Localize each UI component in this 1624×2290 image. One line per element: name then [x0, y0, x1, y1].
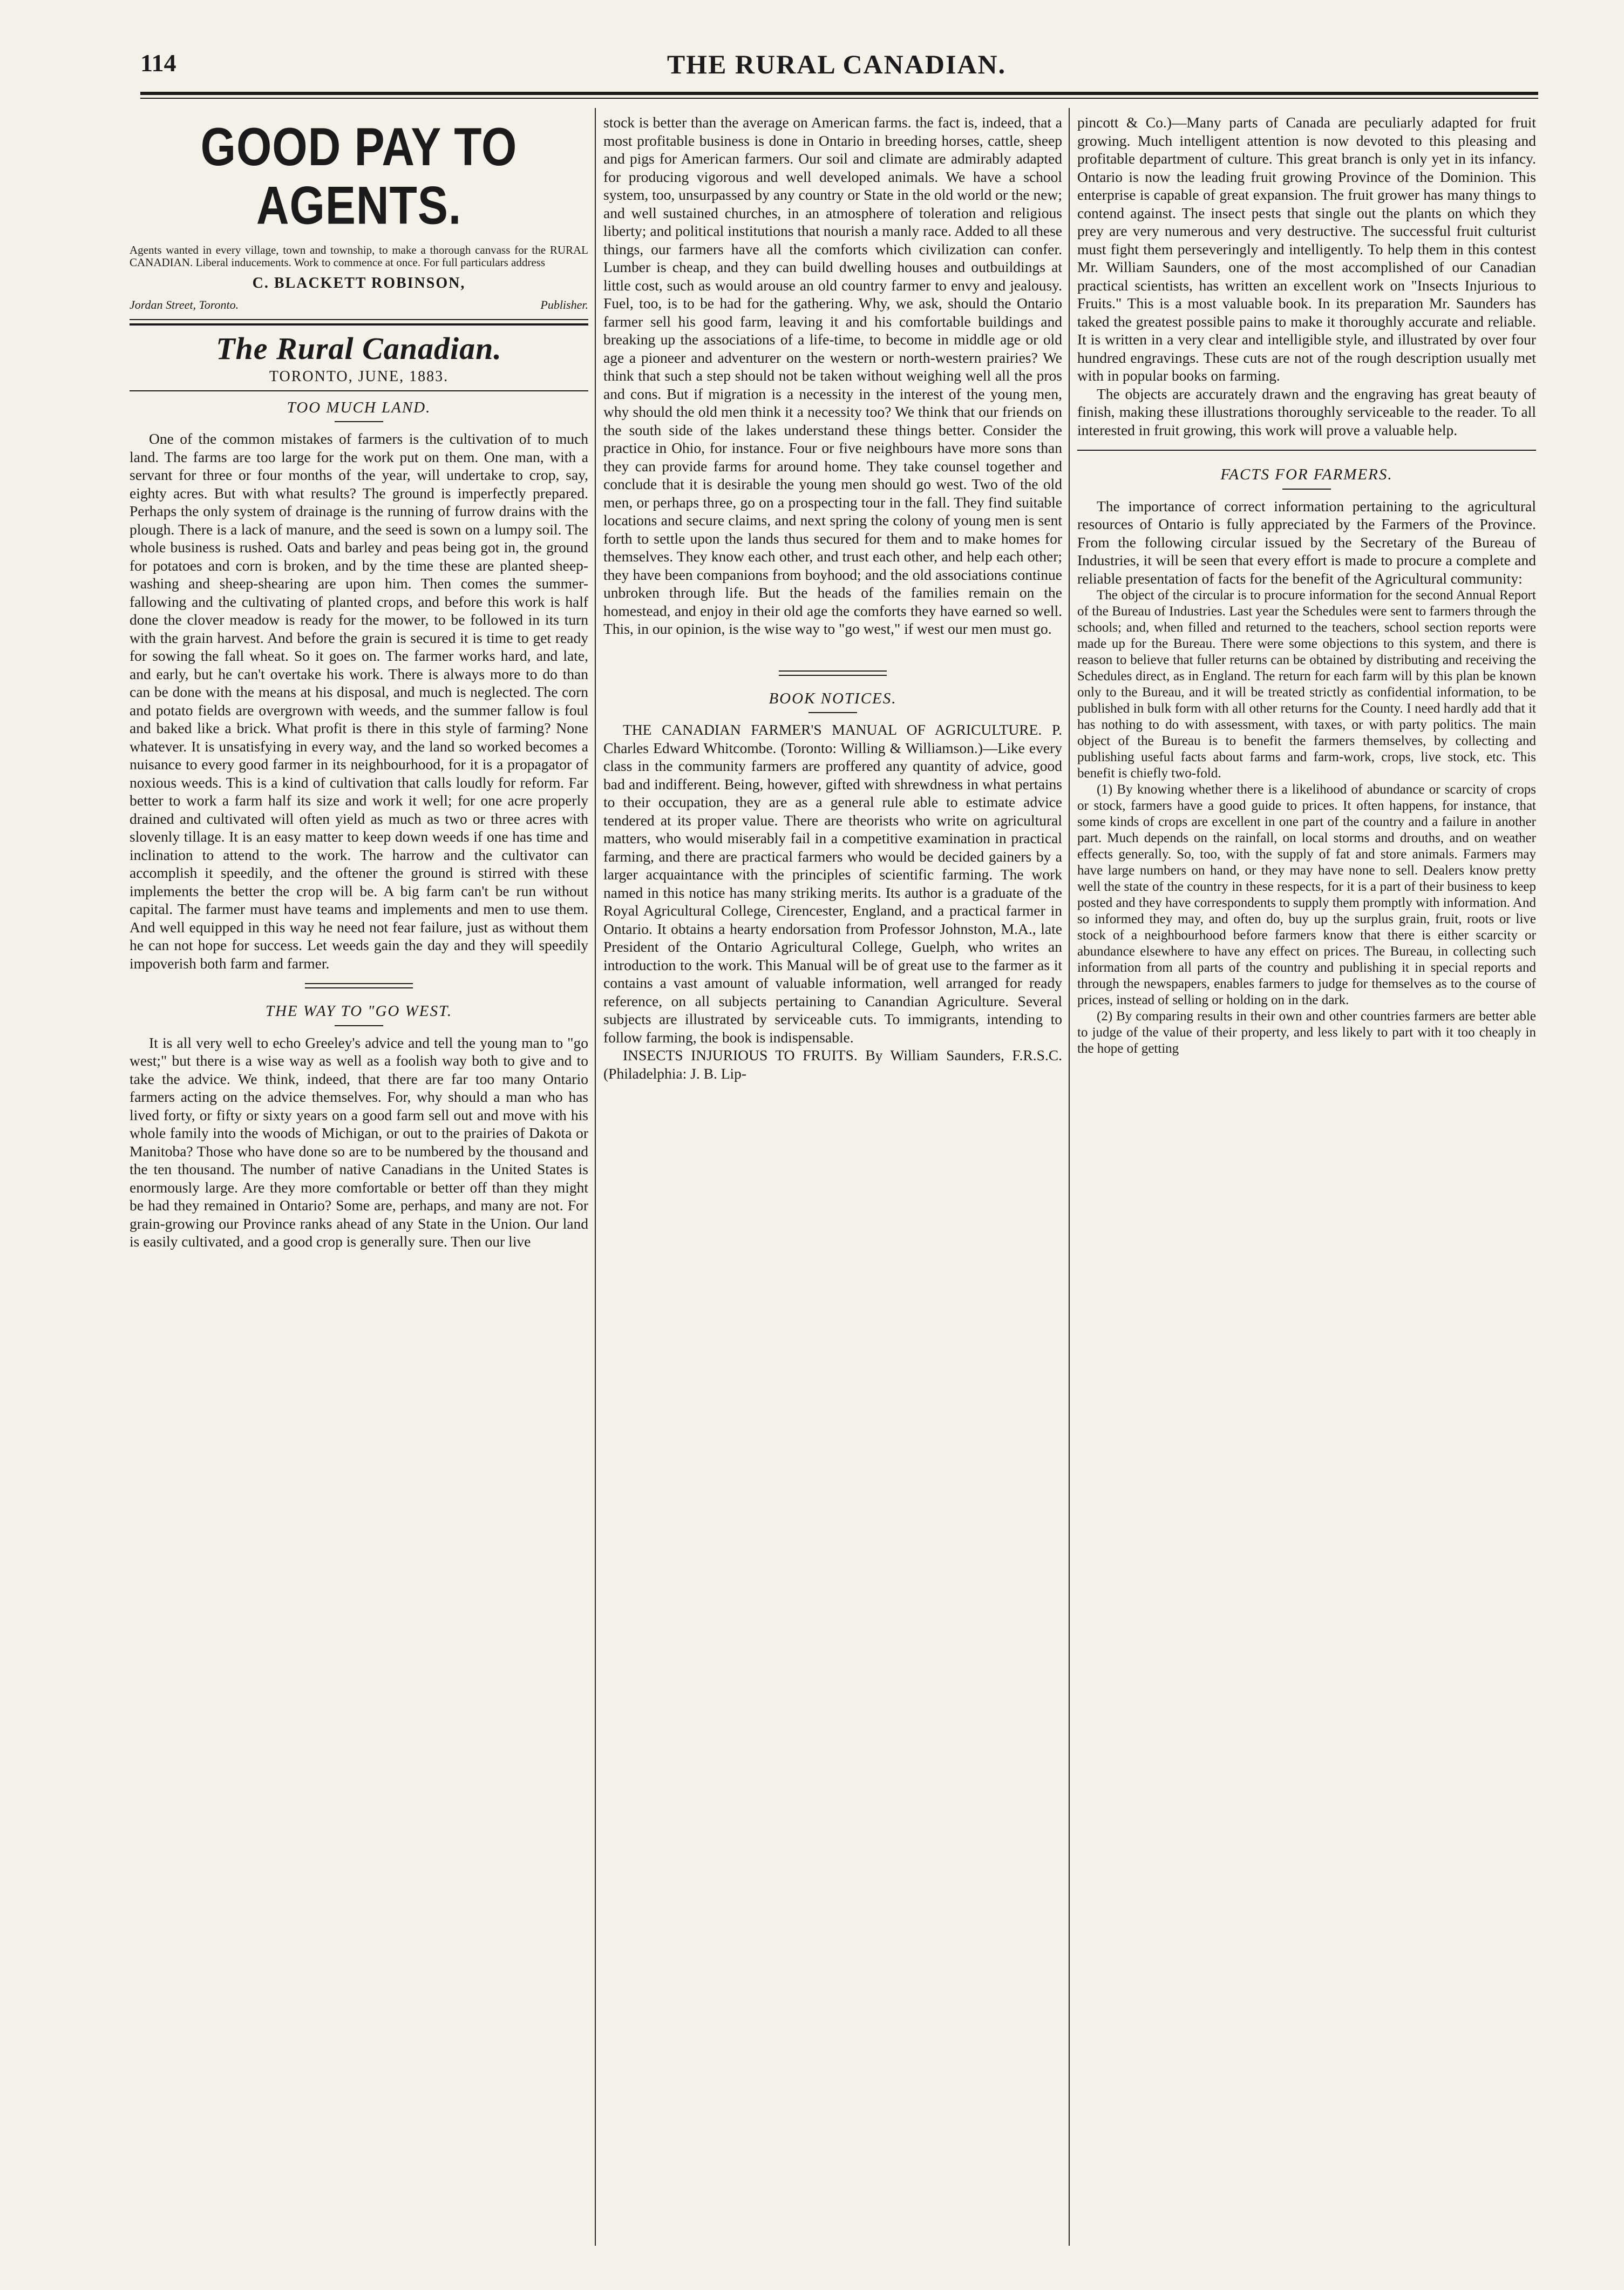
dateline: TORONTO, JUNE, 1883. — [269, 368, 449, 385]
article-heading: FACTS FOR FARMERS. — [1220, 466, 1393, 483]
book-notice-paragraph: pincott & Co.)—Many parts of Canada are peculiarly adapted for fruit growing. Much intelligent attention is now devoted to this pleasing and profitable department of culture. This great branch is only yet in its infancy. Ontario is now the leading fruit growing Province of the Dominion. This enterprise is capable of great expansion. The fruit grower has many things to contend against. The insect pests that single out the plants on which they prey are very numerous and very destructive. The successful fruit culturist must fight them perseveringly and intelligently. To help them in this contest Mr. William Saunders, one of the most accomplished of our Canadian practical scientists, has written an excellent work on "Insects Injurious to Fruits." This is a most valuable book. In its preparation Mr. Saunders has taked the greatest possible pains to make it thoroughly accurate and reliable. It is written in a very clear and intelligible style, and illustrated by over four hundred engravings. These cuts are not of the rough description usually met with in popular books on farming. — [1077, 114, 1536, 384]
section-rule — [1077, 450, 1536, 452]
book-notice-paragraph: THE CANADIAN FARMER'S MANUAL OF AGRICULTURE. P. Charles Edward Whitcombe. (Toronto: Willing & Williamson.)—Like every class in the community farmers are proffered any quantity of advice, good bad and indifferent. Being, however, gifted with shrewdness in what pertains to their occupation, they are as a general rule able to estimate advice tendered at its proper value. There are theorists who write on agricultural matters, who would miserably fail in a competitive examination in practical farming, and there are practical farmers who would be decided gainers by a larger acquaintance with the principles of scientific farming. The work named in this notice has many striking merits. Its author is a graduate of the Royal Agricultural College, Cirencester, England, and a practical farmer in Ontario. It obtains a hearty endorsation from Professor Johnston, M.A., late President of the Ontario Agricultural College, Guelph, who writes an introduction to the work. This Manual will be of great use to the farmer as it contains a vast amount of valuable information, well arranged for ready reference, on all subjects pertaining to Canandian Agriculture. Several subjects are illustrated by serviceable cuts. To immigrants, intending to follow farming, the book is indispensable. — [603, 721, 1062, 1046]
article-paragraph: The importance of correct information pertaining to the agricultural resources of Ontario is fully appreciated by the Farmers of the Province. From the following circular issued by the Secretary of the Bureau of Industries, it will be seen that every effort is made to procure a complete and reliable presentation of facts for the benefit of the Agricultural community: — [1077, 497, 1536, 587]
ad-rule — [130, 319, 588, 326]
column-1 — [130, 113, 588, 2246]
paper-name: The Rural Canadian. — [216, 331, 502, 366]
article-end-rule — [305, 983, 413, 988]
article-heading: TOO MUCH LAND. — [287, 398, 431, 416]
page-header — [124, 49, 1549, 81]
masthead: THE RURAL CANADIAN. — [667, 49, 1007, 79]
article-heading: BOOK NOTICES. — [769, 689, 897, 707]
ad-title: GOOD PAY TO AGENTS. — [200, 117, 518, 235]
short-rule — [335, 421, 383, 422]
divider — [130, 390, 588, 391]
short-rule — [335, 1025, 383, 1026]
book-notice-paragraph: INSECTS INJURIOUS TO FRUITS. By William Saunders, F.R.S.C. (Philadelphia: J. B. Lip- — [603, 1047, 1062, 1082]
header-rule-thin — [140, 98, 1538, 99]
ad-body: Agents wanted in every village, town and township, to make a thorough canvass for the RURAL CANADIAN. Liberal inducements. Work to commence at once. For full particulars address — [130, 243, 588, 269]
article-paragraph: It is all very well to echo Greeley's advice and tell the young man to "go west;" but there is a wise way as well as a foolish way both to give and to take the advice. We think, indeed, that there are far too many Ontario farmers acting on the advice themselves. For, why should a man who has lived forty, or fifty or sixty years on a good farm sell out and move with his whole family into the woods of Michigan, or out to the prairies of Dakota or Manitoba? Those who have done so are to be numbered by the thousand and the ten thousand. The number of native Canadians in the United States is enormously large. Are they more comfortable or better off than they might be had they remained in Ontario? Some are, perhaps, and many are not. For grain-growing our Province ranks ahead of any State in the Union. Our land is easily cultivated, and a good crop is generally sure. Then our live — [130, 1034, 588, 1250]
circular-paragraph: (2) By comparing results in their own and other countries farmers are better able to judge of the value of their property, and less likely to part with it too cheaply in the hope of getting — [1077, 1009, 1536, 1056]
header-rule — [140, 92, 1538, 95]
circular-paragraph: The object of the circular is to procure information for the second Annual Report of the Bureau of Industries. Last year the Schedules were sent to farmers through the schools; and, when filled and returned to the teachers, school section reports were made up for the Bureau. There were some objections to this system, and there is reason to believe that fuller returns can be obtained by distributing and receiving the Schedules direct, as in England. The return for each farm will by this plan be known only to the Bureau, and it will be treated strictly as confidential information, to be published in bulk form with all other returns for the County. I need hardly add that it has nothing to do with assessment, with taxes, or with party politics. The main object of the Bureau is to benefit the farmers themselves, by collecting and publishing useful facts about farms and farm-work, crops, live stock, etc. This benefit is chiefly two-fold. — [1077, 588, 1536, 781]
article-heading: THE WAY TO "GO WEST. — [265, 1002, 453, 1020]
article-paragraph: One of the common mistakes of farmers is the cultivation of to much land. The farms are too large for the work put on them. One man, with a servant for three or four months of the year, will undertake to crop, say, eighty acres. But with what results? The ground is imperfectly prepared. Perhaps the only system of drainage is the running of furrow drains with the plough. There is a lack of manure, and the seed is sown on a lumpy soil. The whole business is rushed. Oats and barley and peas being got in, the ground for potatoes and corn is broken, and by the time these are planted sheep-washing and sheep-shearing are upon him. Then comes the summer-fallowing and the cultivating of planted crops, and before this work is half done the clover meadow is ready for the mower, to be followed in its turn with the grain harvest. And before the grain is secured it is time to get ready for sowing the fall wheat. So it goes on. The farmer works hard, and late, and early, but he can't overtake his work. There is always more to do than can be done with the means at his disposal, and much is neglected. The corn and potato fields are overgrown with weeds, and the summer fallow is foul and baked like a brick. What profit is there in this style of farming? None whatever. It is unsatisfying in every way, and the land so worked becomes a nuisance to every good farmer in its neighbourhood, for it is a propagator of noxious weeds. This is a kind of cultivation that calls loudly for reform. Far better to work a farm half its size and work it well; for one acre properly drained and cultivated will often yield as much as two or three acres with slovenly tillage. It is an easy matter to keep down weeds if one has time and inclination to attend to the work. The harrow and the cultivator can accomplish it speedily, and the oftener the ground is stirred with these implements the better the crop will be. A big farm can't be run without capital. The farmer must have teams and implements and men to use them. And well equipped in this way he need not fear failure, just as without them he can not hope for success. Let weeds gain the day and they will speedily impoverish both farm and farmer. — [130, 430, 588, 972]
page-number: 114 — [140, 49, 176, 77]
book-notice-paragraph: The objects are accurately drawn and the engraving has great beauty of finish, making these illustrations thoroughly serviceable to the reader. To all interested in fruit growing, this work will prove a valuable help. — [1077, 385, 1536, 438]
publisher-line — [130, 296, 588, 314]
publisher-address: Jordan Street, Toronto. — [130, 297, 239, 311]
column-3 — [1077, 113, 1536, 2246]
column-divider — [595, 108, 596, 2246]
article-paragraph: stock is better than the average on American farms. the fact is, indeed, that a most profitable business is done in Ontario in breeding horses, cattle, sheep and pigs for American farmers. Our soil and climate are admirably adapted for producing vigorous and well developed animals. We have a school system, too, unsurpassed by any country or State in the old world or the new; and well sustained churches, in an atmosphere of toleration and religious liberty; and political institutions that nourish a manly race. Added to all these things, our farmers have all the comforts which civilization can confer. Lumber is cheap, and they can build dwelling houses and outbuildings at little cost, such as would arouse an old country farmer to envy and jealousy. Fuel, too, is to be had for the gathering. Why, we ask, should the Ontario farmer sell his good farm, leaving it and his comfortable buildings and breaking up the associations of a life-time, to become in middle age or old age a pioneer and adventurer on the western or north-western prairies? We think that such a step should not be taken without weighing well all the pros and cons. But if migration is a necessity in the interest of the young men, why should the old men think it a necessity too? We think that our friends on the south side of the lakes understand these things better. Consider the practice in Ohio, for instance. Four or five neighbours have more sons than they can provide farms for around home. They take counsel together and conclude that it is desirable the young men should go west. Two of the old men, or perhaps three, go on a prospecting tour in the fall. They find suitable locations and secure claims, and next spring the colony of young men is sent forth to settle upon the lands thus secured for them and to make homes for themselves. They know each other, and trust each other, and help each other; they have been companions from boyhood; and the old associations continue unbroken through life. But the heads of the families remain on the homestead, and enjoy in their old age the comforts they have earned so well. This, in our opinion, is the wise way to "go west," if west our men must go. — [603, 114, 1062, 637]
publisher-role: Publisher. — [540, 297, 588, 311]
publisher-name: C. BLACKETT ROBINSON, — [252, 275, 466, 292]
short-rule — [808, 712, 857, 713]
column-divider — [1069, 108, 1070, 2246]
short-rule — [1282, 489, 1331, 490]
article-end-rule — [779, 670, 887, 676]
circular-paragraph: (1) By knowing whether there is a likelihood of abundance or scarcity of crops or stock, farmers have a good guide to prices. It often happens, for instance, that some kinds of crops are excellent in one part of the country and a failure in another part. Much depends on the rainfall, on local storms and drouths, and on weather effects generally. So, too, with the supply of fat and store animals. Farmers may have large numbers on hand, or they may have none to sell. Dealers know pretty well the state of the country in these respects, for it is a part of their business to keep posted and they have correspondents to supply them promptly with information. And so informed they may, and often do, buy up the surplus grain, fruit, roots or live stock of a neighbourhood before farmers know that there is either scarcity or abundance elsewhere to have any effect on prices. The Bureau, in collecting such information from all parts of the country and publishing it in special reports and through the newspapers, enables farmers to judge for themselves as to the course of prices, instead of selling or holding on in the dark. — [1077, 782, 1536, 1007]
column-2 — [603, 113, 1062, 2246]
